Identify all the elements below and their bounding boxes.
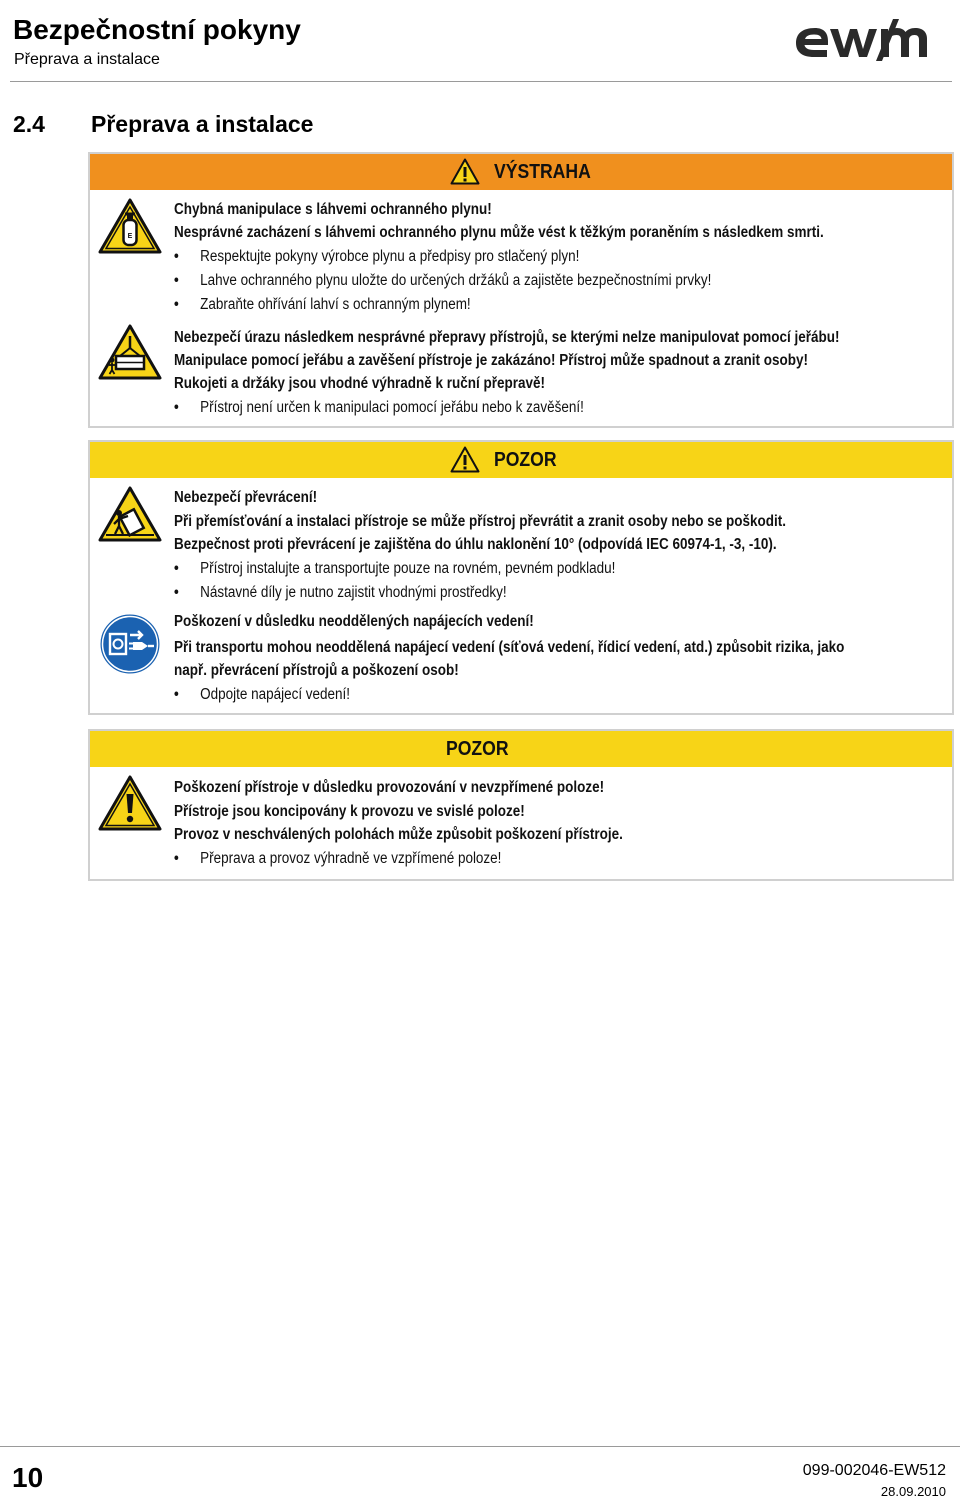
warning-block1-line1: Chybná manipulace s láhvemi ochranného plynu! [174,201,492,218]
notice-block1-line3: Provoz v neschválených polohách může způsobit poškození přístroje. [174,826,623,843]
caution-block2-bullet1: • Odpojte napájecí vedení! [174,686,351,703]
svg-text:E: E [127,233,133,240]
page-number: 10 [12,1462,44,1493]
warning-block2-line1: Nebezpečí úrazu následkem nesprávné přepravy přístrojů, se kterými nelze manipulovat pomocí jeřábu! [174,329,840,346]
notice-label: POZOR [446,738,509,760]
warning-block1-bullet1: • Respektujte pokyny výrobce plynu a předpisy pro stlačený plyn! [174,248,580,265]
caution-block2-line3: např. převrácení přístrojů a poškození osob! [174,662,459,679]
footer-divider [0,1446,960,1447]
general-warning-icon [98,775,162,831]
caution-block1-line3: Bezpečnost proti převrácení je zajištěna do úhlu naklonění 10° (odpovídá IEC 60974-1, -3, -10). [174,536,777,553]
section-title: Přeprava a instalace [91,111,314,137]
document-date: 28.09.2010 [880,1484,946,1499]
warning-block2-bullet1: • Přístroj není určen k manipulaci pomocí jeřábu nebo k zavěšení! [174,399,584,416]
notice-block1-line1: Poškození přístroje v důsledku provozování v nevzpřímené poloze! [174,779,605,796]
warning-block2-line2: Manipulace pomocí jeřábu a zavěšení přístroje je zakázáno! Přístroj může spadnout a zranit osoby! [174,352,808,369]
caution-block2-line2: Při transportu mohou neoddělená napájecí vedení (síťová vedení, řídicí vedení, atd.) způsobit rizika, jako [174,639,845,656]
document-number: 099-002046-EW512 [802,1462,946,1479]
ewm-logo [793,16,937,62]
tipping-warning-icon [98,486,162,542]
document-title: Bezpečnostní pokyny [13,14,301,45]
caution-block1-line1: Nebezpečí převrácení! [174,489,318,506]
warning-block1-bullet3: • Zabraňte ohřívání lahví s ochranným plynem! [174,296,471,313]
caution-block1-bullet1: • Přístroj instalujte a transportujte pouze na rovném, pevném podkladu! [174,560,616,577]
notice-box [88,729,954,881]
gas-cylinder-warning-icon [98,198,162,254]
section-heading [13,110,313,138]
caution-block1-line2: Při přemísťování a instalaci přístroje se může přístroj převrátit a zranit osoby nebo se poškodit. [174,513,786,530]
warning-label: VÝSTRAHA [494,161,591,183]
notice-block1-line2: Přístroje jsou koncipovány k provozu ve svislé poloze! [174,803,525,820]
header-divider [10,81,952,82]
document-subtitle: Přeprava a instalace [14,51,160,68]
warning-block2-line3: Rukojeti a držáky jsou vhodné výhradně k ruční přepravě! [174,375,545,392]
warning-box [88,152,954,428]
warning-block1-bullet2: • Lahve ochranného plynu uložte do určených držáků a zajistěte bezpečnostními prvky! [174,272,712,289]
warning-block1-line2: Nesprávné zacházení s láhvemi ochranného plynu může vést k těžkým poraněním s následkem smrti. [174,224,824,241]
caution-box [88,440,954,715]
unplug-mandatory-icon [98,612,162,676]
suspended-load-warning-icon [98,324,162,380]
notice-band [90,731,952,767]
caution-label: POZOR [494,449,557,471]
notice-block1-bullet1: • Přeprava a provoz výhradně ve vzpřímené poloze! [174,850,502,867]
caution-triangle-icon [450,446,480,473]
section-number: 2.4 [13,111,45,137]
warning-triangle-icon [450,158,480,185]
caution-block1-bullet2: • Nástavné díly je nutno zajistit vhodnými prostředky! [174,584,507,601]
caution-block2-line1: Poškození v důsledku neoddělených napájecích vedení! [174,613,534,630]
